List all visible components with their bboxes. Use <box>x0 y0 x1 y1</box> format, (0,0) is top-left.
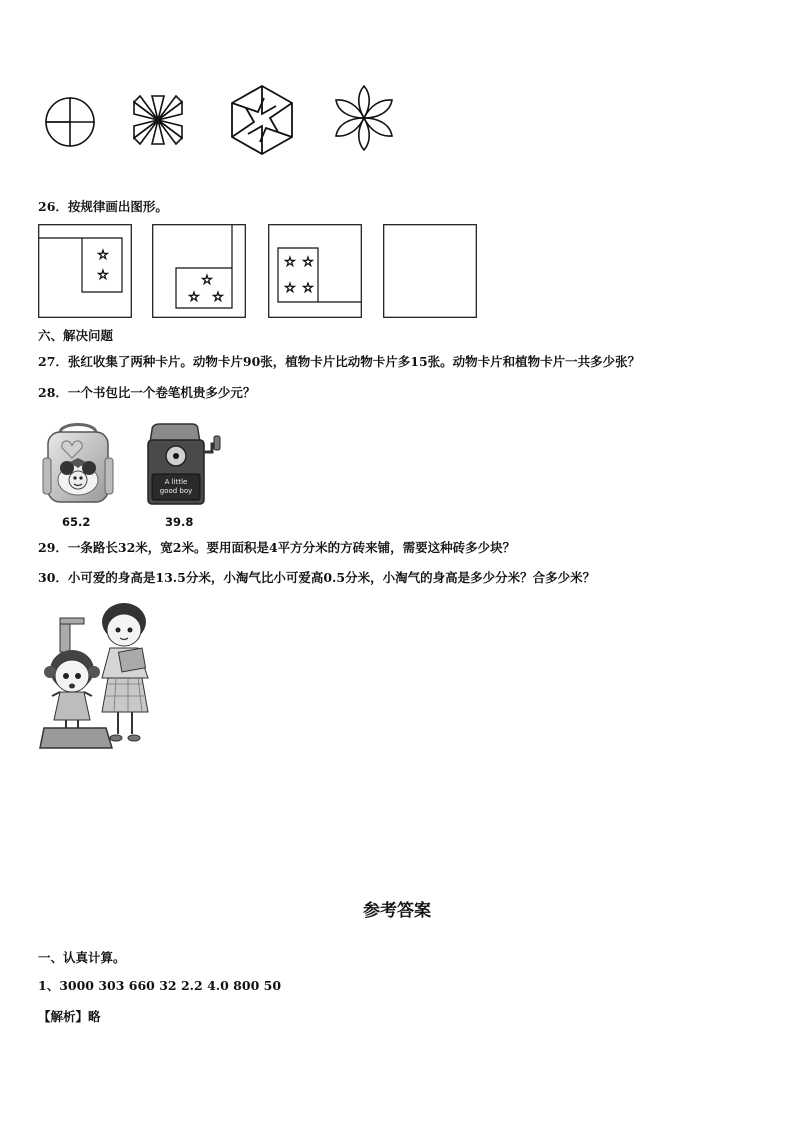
question-27: 27．张红收集了两种卡片。动物卡片90张，植物卡片比动物卡片多15张。动物卡片和植物卡片一共多少张？ <box>38 354 641 369</box>
hexagon-figure <box>226 84 298 156</box>
pattern-box-2 <box>152 224 246 318</box>
svg-text:☆: ☆ <box>284 255 296 270</box>
backpack-price: 65.2 <box>62 515 91 529</box>
svg-text:☆: ☆ <box>302 281 314 296</box>
question-29: 29．一条路长32米，宽2米。要用面积是4平方分米的方砖来铺，需要这种砖多少块？ <box>38 540 516 555</box>
cross-figure <box>130 92 186 148</box>
svg-text:☆: ☆ <box>201 273 213 288</box>
backpack-image <box>40 418 116 506</box>
pattern-box-3 <box>268 224 362 318</box>
answers-section-1: 一、认真计算。 <box>38 950 126 965</box>
answer-1: 1、3000 303 660 32 2.2 4.0 800 50 <box>38 978 282 993</box>
sharpener-price: 39.8 <box>165 515 194 529</box>
svg-text:☆: ☆ <box>97 248 109 263</box>
svg-text:☆: ☆ <box>188 290 200 305</box>
pinwheel-figure <box>36 96 104 148</box>
two-girls-illustration <box>36 600 166 755</box>
question-30: 30．小可爱的身高是13.5分米，小淘气比小可爱高0.5分米，小淘气的身高是多少分米？合多少米？ <box>38 570 596 585</box>
svg-text:☆: ☆ <box>284 281 296 296</box>
section-6-heading: 六、解决问题 <box>38 328 114 343</box>
question-28: 28．一个书包比一个卷笔机贵多少元？ <box>38 385 256 400</box>
svg-text:☆: ☆ <box>97 268 109 283</box>
svg-text:☆: ☆ <box>302 255 314 270</box>
answers-title: 参考答案 <box>363 901 431 921</box>
pattern-box-1 <box>38 224 132 318</box>
sharpener-print-line-1: A little <box>164 478 188 486</box>
pattern-box-blank <box>383 224 477 318</box>
svg-text:☆: ☆ <box>212 290 224 305</box>
sharpener-print-line-2: good boy <box>159 487 193 495</box>
question-26: 26．按规律画出图形。 <box>38 199 168 214</box>
answer-analysis: 【解析】略 <box>38 1009 101 1024</box>
pencil-sharpener-image <box>140 422 224 508</box>
flower-figure <box>330 84 398 152</box>
